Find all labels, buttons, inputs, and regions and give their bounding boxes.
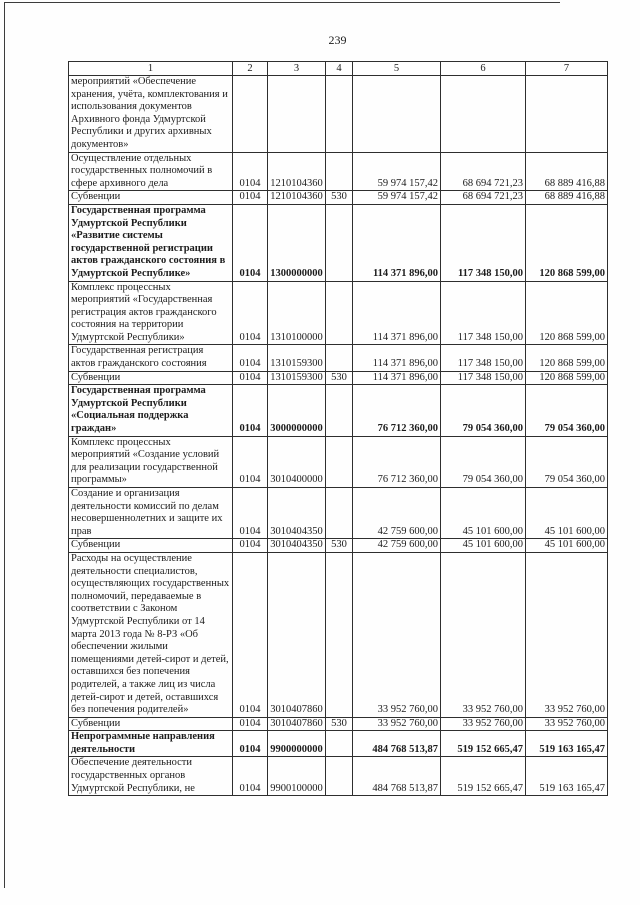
cell-expense-type bbox=[326, 152, 353, 191]
cell-expense-name: Государственная программа Удмуртской Республики «Развитие системы государственной регистрации актов гражданского состояния в Удмуртской Республике» bbox=[69, 204, 233, 281]
table-row bbox=[69, 539, 608, 553]
cell-amount-year1: 484 768 513,87 bbox=[353, 731, 441, 757]
cell-amount-year2: 117 348 150,00 bbox=[441, 281, 526, 345]
cell-amount-year3: 68 889 416,88 bbox=[526, 191, 608, 205]
cell-expense-name: Расходы на осуществление деятельности специалистов, осуществляющих государственных полномочий, передаваемые в соответствии с Законом Удмуртской Республики от 14 марта 2013 года № 8-РЗ «Об обеспечении жилыми помещениями детей-сирот и детей, оставшихся без попечения родителей, а также лиц из числа детей-сирот и детей, оставшихся без попечения родителей» bbox=[69, 552, 233, 717]
cell-expense-type bbox=[326, 204, 353, 281]
cell-razdel-code: 0104 bbox=[233, 731, 268, 757]
cell-expense-type: 530 bbox=[326, 191, 353, 205]
cell-amount-year3: 68 889 416,88 bbox=[526, 152, 608, 191]
cell-target-article: 1210104360 bbox=[268, 191, 326, 205]
cell-razdel-code: 0104 bbox=[233, 385, 268, 436]
cell-expense-type bbox=[326, 731, 353, 757]
cell-razdel-code: 0104 bbox=[233, 204, 268, 281]
budget-table bbox=[68, 61, 608, 796]
table-row bbox=[69, 281, 608, 345]
cell-razdel-code: 0104 bbox=[233, 552, 268, 717]
cell-expense-name: Комплекс процессных мероприятий «Создание условий для реализации государственной программы» bbox=[69, 436, 233, 487]
cell-target-article: 3010400000 bbox=[268, 436, 326, 487]
cell-expense-name: Субвенции bbox=[69, 717, 233, 731]
cell-amount-year3: 519 163 165,47 bbox=[526, 731, 608, 757]
cell-razdel-code: 0104 bbox=[233, 371, 268, 385]
cell-amount-year2: 79 054 360,00 bbox=[441, 436, 526, 487]
cell-expense-name: Субвенции bbox=[69, 191, 233, 205]
cell-expense-name: мероприятий «Обеспечение хранения, учёта, комплектования и использования документов Архивного фонда Удмуртской Республики и других архивных документов» bbox=[69, 76, 233, 153]
cell-amount-year3: 33 952 760,00 bbox=[526, 552, 608, 717]
cell-amount-year1: 76 712 360,00 bbox=[353, 385, 441, 436]
col-header-6: 6 bbox=[441, 62, 526, 76]
cell-amount-year3 bbox=[526, 76, 608, 153]
cell-target-article: 1310100000 bbox=[268, 281, 326, 345]
table-row bbox=[69, 191, 608, 205]
cell-expense-name: Государственная регистрация актов гражданского состояния bbox=[69, 345, 233, 371]
cell-expense-type: 530 bbox=[326, 717, 353, 731]
cell-amount-year3: 33 952 760,00 bbox=[526, 717, 608, 731]
cell-amount-year1: 114 371 896,00 bbox=[353, 281, 441, 345]
cell-razdel-code bbox=[233, 76, 268, 153]
table-row bbox=[69, 552, 608, 717]
cell-amount-year3: 519 163 165,47 bbox=[526, 757, 608, 796]
cell-amount-year3: 120 868 599,00 bbox=[526, 281, 608, 345]
cell-amount-year2: 45 101 600,00 bbox=[441, 539, 526, 553]
cell-expense-name: Государственная программа Удмуртской Республики «Социальная поддержка граждан» bbox=[69, 385, 233, 436]
table-row bbox=[69, 76, 608, 153]
cell-target-article: 3000000000 bbox=[268, 385, 326, 436]
cell-amount-year2: 68 694 721,23 bbox=[441, 191, 526, 205]
cell-amount-year2: 33 952 760,00 bbox=[441, 717, 526, 731]
cell-razdel-code: 0104 bbox=[233, 152, 268, 191]
cell-target-article: 3010404350 bbox=[268, 539, 326, 553]
cell-target-article: 3010404350 bbox=[268, 488, 326, 539]
cell-amount-year1: 33 952 760,00 bbox=[353, 717, 441, 731]
cell-amount-year3: 45 101 600,00 bbox=[526, 488, 608, 539]
cell-target-article: 1310159300 bbox=[268, 371, 326, 385]
cell-amount-year2: 33 952 760,00 bbox=[441, 552, 526, 717]
cell-target-article: 3010407860 bbox=[268, 717, 326, 731]
cell-amount-year1: 76 712 360,00 bbox=[353, 436, 441, 487]
cell-amount-year2: 117 348 150,00 bbox=[441, 204, 526, 281]
table-row bbox=[69, 152, 608, 191]
cell-razdel-code: 0104 bbox=[233, 717, 268, 731]
col-header-1: 1 bbox=[69, 62, 233, 76]
cell-amount-year1: 484 768 513,87 bbox=[353, 757, 441, 796]
cell-amount-year1: 114 371 896,00 bbox=[353, 345, 441, 371]
cell-amount-year2: 79 054 360,00 bbox=[441, 385, 526, 436]
cell-expense-name: Обеспечение деятельности государственных органов Удмуртской Республики, не bbox=[69, 757, 233, 796]
cell-amount-year2: 117 348 150,00 bbox=[441, 345, 526, 371]
cell-amount-year3: 79 054 360,00 bbox=[526, 436, 608, 487]
cell-amount-year3: 45 101 600,00 bbox=[526, 539, 608, 553]
scan-border-left bbox=[4, 2, 5, 888]
cell-amount-year2: 519 152 665,47 bbox=[441, 757, 526, 796]
cell-amount-year1: 42 759 600,00 bbox=[353, 539, 441, 553]
col-header-4: 4 bbox=[326, 62, 353, 76]
cell-target-article: 1300000000 bbox=[268, 204, 326, 281]
table-row bbox=[69, 345, 608, 371]
cell-expense-type: 530 bbox=[326, 371, 353, 385]
cell-amount-year2 bbox=[441, 76, 526, 153]
cell-amount-year1 bbox=[353, 76, 441, 153]
table-row bbox=[69, 717, 608, 731]
table-header-row bbox=[69, 62, 608, 76]
cell-amount-year2: 45 101 600,00 bbox=[441, 488, 526, 539]
cell-amount-year3: 120 868 599,00 bbox=[526, 204, 608, 281]
cell-razdel-code: 0104 bbox=[233, 539, 268, 553]
cell-expense-name: Субвенции bbox=[69, 371, 233, 385]
cell-expense-type bbox=[326, 281, 353, 345]
page-number: 239 bbox=[328, 33, 347, 47]
cell-expense-type bbox=[326, 488, 353, 539]
cell-expense-name: Непрограммные направления деятельности bbox=[69, 731, 233, 757]
cell-expense-type bbox=[326, 436, 353, 487]
cell-expense-type bbox=[326, 76, 353, 153]
cell-amount-year1: 59 974 157,42 bbox=[353, 191, 441, 205]
cell-expense-type bbox=[326, 757, 353, 796]
cell-target-article bbox=[268, 76, 326, 153]
col-header-3: 3 bbox=[268, 62, 326, 76]
table-row-program bbox=[69, 731, 608, 757]
cell-expense-name: Осуществление отдельных государственных полномочий в сфере архивного дела bbox=[69, 152, 233, 191]
cell-amount-year3: 120 868 599,00 bbox=[526, 345, 608, 371]
cell-amount-year2: 519 152 665,47 bbox=[441, 731, 526, 757]
cell-razdel-code: 0104 bbox=[233, 436, 268, 487]
cell-target-article: 9900000000 bbox=[268, 731, 326, 757]
cell-target-article: 1210104360 bbox=[268, 152, 326, 191]
cell-target-article: 1310159300 bbox=[268, 345, 326, 371]
table-row-program bbox=[69, 385, 608, 436]
scan-border-top bbox=[4, 2, 560, 3]
table-row bbox=[69, 757, 608, 796]
cell-expense-name: Субвенции bbox=[69, 539, 233, 553]
cell-expense-name: Комплекс процессных мероприятий «Государственная регистрация актов гражданского состояния на территории Удмуртской Республики» bbox=[69, 281, 233, 345]
cell-razdel-code: 0104 bbox=[233, 191, 268, 205]
table-row bbox=[69, 436, 608, 487]
col-header-7: 7 bbox=[526, 62, 608, 76]
cell-razdel-code: 0104 bbox=[233, 488, 268, 539]
table-row bbox=[69, 488, 608, 539]
cell-razdel-code: 0104 bbox=[233, 281, 268, 345]
cell-target-article: 3010407860 bbox=[268, 552, 326, 717]
cell-amount-year1: 114 371 896,00 bbox=[353, 371, 441, 385]
table-row-program bbox=[69, 204, 608, 281]
table-row bbox=[69, 371, 608, 385]
cell-expense-type bbox=[326, 385, 353, 436]
cell-target-article: 9900100000 bbox=[268, 757, 326, 796]
col-header-2: 2 bbox=[233, 62, 268, 76]
cell-amount-year1: 33 952 760,00 bbox=[353, 552, 441, 717]
cell-amount-year2: 68 694 721,23 bbox=[441, 152, 526, 191]
cell-amount-year1: 114 371 896,00 bbox=[353, 204, 441, 281]
cell-amount-year1: 59 974 157,42 bbox=[353, 152, 441, 191]
cell-expense-name: Создание и организация деятельности комиссий по делам несовершеннолетних и защите их прав bbox=[69, 488, 233, 539]
cell-razdel-code: 0104 bbox=[233, 345, 268, 371]
cell-amount-year3: 79 054 360,00 bbox=[526, 385, 608, 436]
cell-amount-year3: 120 868 599,00 bbox=[526, 371, 608, 385]
cell-razdel-code: 0104 bbox=[233, 757, 268, 796]
cell-expense-type bbox=[326, 345, 353, 371]
col-header-5: 5 bbox=[353, 62, 441, 76]
cell-amount-year2: 117 348 150,00 bbox=[441, 371, 526, 385]
cell-expense-type bbox=[326, 552, 353, 717]
cell-amount-year1: 42 759 600,00 bbox=[353, 488, 441, 539]
cell-expense-type: 530 bbox=[326, 539, 353, 553]
